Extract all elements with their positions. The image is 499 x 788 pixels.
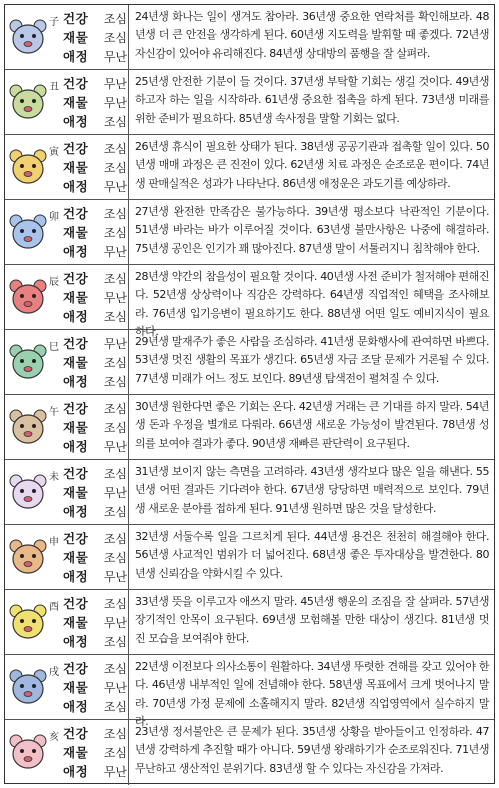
fortune-item	[63, 678, 127, 696]
fortune-category: 건강	[63, 206, 89, 221]
zodiac-hanja: 寅	[49, 147, 59, 158]
zodiac-hanja: 亥	[49, 732, 59, 743]
fortune-value: 무난	[103, 49, 127, 64]
fortune-text: 33년생 뜻을 이루고자 애쓰지 말라. 45년생 행운의 조짐을 잘 살펴라. 57년생 장기적인 안목이 요구된다. 69년생 모험해볼 만한 대상이 생긴다. 81년생 멋진 모습을 보여줘야 한다.	[135, 595, 489, 645]
fortune-category: 애정	[63, 114, 89, 129]
fortune-text: 23년생 정서불안은 큰 문제가 된다. 35년생 상황을 받아들이고 인정하라. 47년생 강력하게 추진할 때가 아니다. 59년생 왕래하기가 순조로워진다. 71년생 무난하고 생산적인 분위기다. 83년생 할 수 있다는 자신감을 가져라.	[135, 725, 489, 775]
zodiac-row	[5, 395, 494, 460]
fortune-category: 재물	[63, 95, 89, 110]
fortune-item	[63, 112, 127, 130]
fortune-value: 무난	[103, 439, 127, 454]
fortune-list	[63, 464, 127, 520]
zodiac-row	[5, 590, 494, 655]
snake-icon	[8, 342, 48, 382]
zodiac-hanja: 酉	[49, 602, 59, 613]
fortune-item	[63, 204, 127, 222]
fortune-value: 무난	[103, 336, 127, 351]
zodiac-label-cell	[5, 135, 129, 199]
dog-icon	[8, 667, 48, 707]
fortune-item	[63, 567, 127, 585]
fortune-item	[63, 269, 127, 287]
fortune-value: 조심	[103, 420, 127, 435]
fortune-text: 30년생 원한다면 좋은 기회는 온다. 42년생 거래는 큰 기대를 하지 말라. 54년생 돈과 우정을 별개로 다뤄라. 66년생 새로운 가능성이 발견된다. 78년생 성의를 보여야 결과가 좋다. 90년생 재빠른 판단력이 요구된다.	[135, 400, 489, 450]
fortune-category: 건강	[63, 76, 89, 91]
fortune-list	[63, 269, 127, 325]
fortune-value: 조심	[103, 225, 127, 240]
fortune-category: 건강	[63, 726, 89, 741]
rabbit-icon	[8, 212, 48, 252]
fortune-list	[63, 139, 127, 195]
fortune-value: 조심	[103, 141, 127, 156]
zodiac-label-cell	[5, 655, 129, 719]
zodiac-row	[5, 265, 494, 339]
fortune-item	[63, 93, 127, 111]
zodiac-row	[5, 330, 494, 395]
zodiac-label-cell	[5, 330, 129, 394]
zodiac-row	[5, 460, 494, 525]
zodiac-row	[5, 655, 494, 729]
fortune-value: 조심	[103, 745, 127, 760]
fortune-category: 재물	[63, 615, 89, 630]
fortune-value: 조심	[103, 661, 127, 676]
fortune-item	[63, 613, 127, 631]
zodiac-hanja: 巳	[49, 342, 59, 353]
fortune-value: 무난	[103, 179, 127, 194]
fortune-item	[63, 9, 127, 27]
fortune-value: 조심	[103, 30, 127, 45]
fortune-value: 무난	[103, 569, 127, 584]
fortune-category: 애정	[63, 49, 89, 64]
fortune-category: 건강	[63, 401, 89, 416]
fortune-category: 재물	[63, 225, 89, 240]
fortune-value: 무난	[103, 615, 127, 630]
fortune-text: 26년생 휴식이 필요한 상태가 된다. 38년생 공공기관과 접촉할 일이 있다. 50년생 매매 과정은 큰 진전이 있다. 62년생 치료 과정은 순조로운 편이다. 74년생 판매실적은 성과가 나타난다. 86년생 애정운은 과도기를 예상하라.	[135, 140, 489, 190]
fortune-value: 무난	[103, 290, 127, 305]
fortune-value: 조심	[103, 466, 127, 481]
fortune-value: 무난	[103, 95, 127, 110]
fortune-category: 건강	[63, 271, 89, 286]
fortune-category: 건강	[63, 531, 89, 546]
fortune-value: 조심	[103, 531, 127, 546]
fortune-value: 무난	[103, 485, 127, 500]
zodiac-label-cell	[5, 5, 129, 69]
fortune-item	[63, 177, 127, 195]
fortune-category: 재물	[63, 30, 89, 45]
fortune-value: 조심	[103, 374, 127, 389]
fortune-category: 재물	[63, 745, 89, 760]
fortune-value: 조심	[103, 11, 127, 26]
fortune-category: 재물	[63, 680, 89, 695]
zodiac-row	[5, 70, 494, 135]
fortune-item	[63, 28, 127, 46]
fortune-category: 애정	[63, 179, 89, 194]
fortune-category: 애정	[63, 244, 89, 259]
fortune-item	[63, 659, 127, 677]
fortune-category: 건강	[63, 661, 89, 676]
fortune-item	[63, 743, 127, 761]
fortune-category: 건강	[63, 11, 89, 26]
fortune-list	[63, 204, 127, 260]
fortune-item	[63, 139, 127, 157]
zodiac-hanja: 申	[49, 537, 59, 548]
fortune-category: 재물	[63, 160, 89, 175]
fortune-item	[63, 529, 127, 547]
zodiac-label-cell	[5, 265, 129, 329]
fortune-value: 조심	[103, 504, 127, 519]
fortune-item	[63, 762, 127, 780]
zodiac-label-cell	[5, 460, 129, 524]
zodiac-label-cell	[5, 200, 129, 264]
monkey-icon	[8, 537, 48, 577]
rat-icon	[8, 17, 48, 57]
fortune-item	[63, 548, 127, 566]
fortune-item	[63, 632, 127, 650]
fortune-category: 건강	[63, 596, 89, 611]
fortune-value: 무난	[103, 76, 127, 91]
fortune-value: 조심	[103, 726, 127, 741]
fortune-category: 건강	[63, 466, 89, 481]
fortune-list	[63, 9, 127, 65]
fortune-list	[63, 529, 127, 585]
zodiac-row	[5, 200, 494, 265]
fortune-text: 29년생 말재주가 좋은 사람을 조심하라. 41년생 문화행사에 관여하면 바쁘다. 53년생 멋진 생활의 목표가 생긴다. 65년생 자금 조달 문제가 거론될 수 있다. 77년생 미래가 어느 정도 보인다. 89년생 탐색전이 펼쳐질 수 있다.	[135, 335, 489, 385]
fortune-value: 조심	[103, 309, 127, 324]
fortune-value: 조심	[103, 355, 127, 370]
dragon-icon	[8, 277, 48, 317]
fortune-item	[63, 483, 127, 501]
fortune-category: 애정	[63, 439, 89, 454]
fortune-item	[63, 724, 127, 742]
fortune-list	[63, 399, 127, 455]
fortune-item	[63, 242, 127, 260]
zodiac-row	[5, 525, 494, 590]
fortune-value: 무난	[103, 680, 127, 695]
rooster-icon	[8, 602, 48, 642]
fortune-value: 조심	[103, 596, 127, 611]
fortune-text: 27년생 완전한 만족감은 불가능하다. 39년생 평소보다 낙관적인 기분이다. 51년생 바라는 바가 이루어질 것이다. 63년생 불만사항은 나중에 해결하라. 75년생 공인은 인기가 꽤 많아진다. 87년생 말이 서툴러지니 침착해야 한다.	[135, 205, 489, 255]
zodiac-row	[5, 5, 494, 70]
fortune-category: 애정	[63, 374, 89, 389]
fortune-value: 조심	[103, 634, 127, 649]
fortune-value: 무난	[103, 244, 127, 259]
fortune-list	[63, 334, 127, 390]
fortune-text: 32년생 서둘수록 일을 그르치게 된다. 44년생 용건은 천천히 해결해야 한다. 56년생 사교적인 범위가 더 넓어진다. 68년생 좋은 투자대상을 발견한다. 80년생 신뢰감을 약화시킬 수 있다.	[135, 530, 489, 580]
fortune-item	[63, 353, 127, 371]
fortune-item	[63, 223, 127, 241]
fortune-category: 애정	[63, 634, 89, 649]
zodiac-row	[5, 135, 494, 200]
fortune-item	[63, 47, 127, 65]
fortune-value: 조심	[103, 550, 127, 565]
fortune-category: 애정	[63, 309, 89, 324]
pig-icon	[8, 732, 48, 772]
horse-icon	[8, 407, 48, 447]
zodiac-hanja: 辰	[49, 277, 59, 288]
fortune-category: 건강	[63, 336, 89, 351]
fortune-list	[63, 594, 127, 650]
zodiac-label-cell	[5, 525, 129, 589]
fortune-item	[63, 464, 127, 482]
fortune-item	[63, 594, 127, 612]
fortune-value: 무난	[103, 764, 127, 779]
fortune-text: 24년생 화나는 일이 생겨도 참아라. 36년생 중요한 연락처를 확인해보라. 48년생 더 큰 안전을 생각하게 된다. 60년생 지도력을 발휘할 때 좋겠다. 72년생 자신감이 있어야 유리해진다. 84년생 상대방의 품행을 잘 살펴라.	[135, 10, 489, 60]
fortune-item	[63, 307, 127, 325]
fortune-item	[63, 334, 127, 352]
fortune-text: 31년생 보이지 않는 측면을 고려하라. 43년생 생각보다 많은 일을 해낸다. 55년생 어떤 결과든 기다려야 한다. 67년생 당당하면 매력적으로 보인다. 79년생 새로운 분야를 접하게 된다. 91년생 원하면 많은 것을 달성한다.	[135, 465, 489, 515]
fortune-item	[63, 288, 127, 306]
zodiac-label-cell	[5, 395, 129, 459]
ox-icon	[8, 82, 48, 122]
zodiac-label-cell	[5, 720, 129, 785]
fortune-value: 조심	[103, 160, 127, 175]
fortune-category: 재물	[63, 290, 89, 305]
fortune-list	[63, 74, 127, 130]
fortune-item	[63, 697, 127, 715]
fortune-category: 재물	[63, 355, 89, 370]
fortune-list	[63, 724, 127, 780]
fortune-item	[63, 399, 127, 417]
tiger-icon	[8, 147, 48, 187]
fortune-category: 애정	[63, 699, 89, 714]
sheep-icon	[8, 472, 48, 512]
zodiac-label-cell	[5, 590, 129, 654]
fortune-item	[63, 74, 127, 92]
fortune-value: 조심	[103, 699, 127, 714]
fortune-text: 25년생 안전한 기분이 들 것이다. 37년생 부탁할 기회는 생길 것이다. 49년생 하고자 하는 일을 시작하라. 61년생 중요한 접촉을 하게 된다. 73년생 미래를 위한 준비가 필요하다. 85년생 속사정을 말할 기회는 없다.	[135, 75, 489, 125]
zodiac-hanja: 午	[49, 407, 59, 418]
fortune-value: 조심	[103, 206, 127, 221]
fortune-item	[63, 418, 127, 436]
zodiac-fortune-table	[4, 4, 495, 784]
zodiac-hanja: 未	[49, 472, 59, 483]
fortune-value: 조심	[103, 271, 127, 286]
zodiac-hanja: 子	[49, 17, 59, 28]
fortune-item	[63, 502, 127, 520]
fortune-value: 조심	[103, 401, 127, 416]
zodiac-hanja: 戌	[49, 667, 59, 678]
fortune-text: 22년생 이전보다 의사소통이 원활하다. 34년생 뚜렷한 견해를 갖고 있어야 한다. 46년생 내부적인 일에 전념해야 한다. 58년생 목표에서 크게 벗어나지 말라. 70년생 가정 문제에 소홀해지지 말라. 82년생 직업영역에서 실수하지 말라.	[135, 660, 489, 729]
fortune-value: 조심	[103, 114, 127, 129]
fortune-category: 재물	[63, 550, 89, 565]
zodiac-hanja: 丑	[49, 82, 59, 93]
fortune-category: 애정	[63, 764, 89, 779]
fortune-list	[63, 659, 127, 715]
fortune-item	[63, 437, 127, 455]
fortune-item	[63, 372, 127, 390]
fortune-category: 재물	[63, 485, 89, 500]
fortune-category: 애정	[63, 569, 89, 584]
fortune-text: 28년생 약간의 참을성이 필요할 것이다. 40년생 사전 준비가 철저해야 편해진다. 52년생 상상력이나 직감은 강력하다. 64년생 직업적인 혜택을 조사해보라. 76년생 입기응변이 필요하기도 한다. 88년생 어떤 일도 예비지식이 필요하다.	[135, 270, 489, 339]
fortune-category: 애정	[63, 504, 89, 519]
fortune-category: 건강	[63, 141, 89, 156]
fortune-category: 재물	[63, 420, 89, 435]
zodiac-row	[5, 720, 494, 785]
zodiac-hanja: 卯	[49, 212, 59, 223]
fortune-item	[63, 158, 127, 176]
zodiac-label-cell	[5, 70, 129, 134]
